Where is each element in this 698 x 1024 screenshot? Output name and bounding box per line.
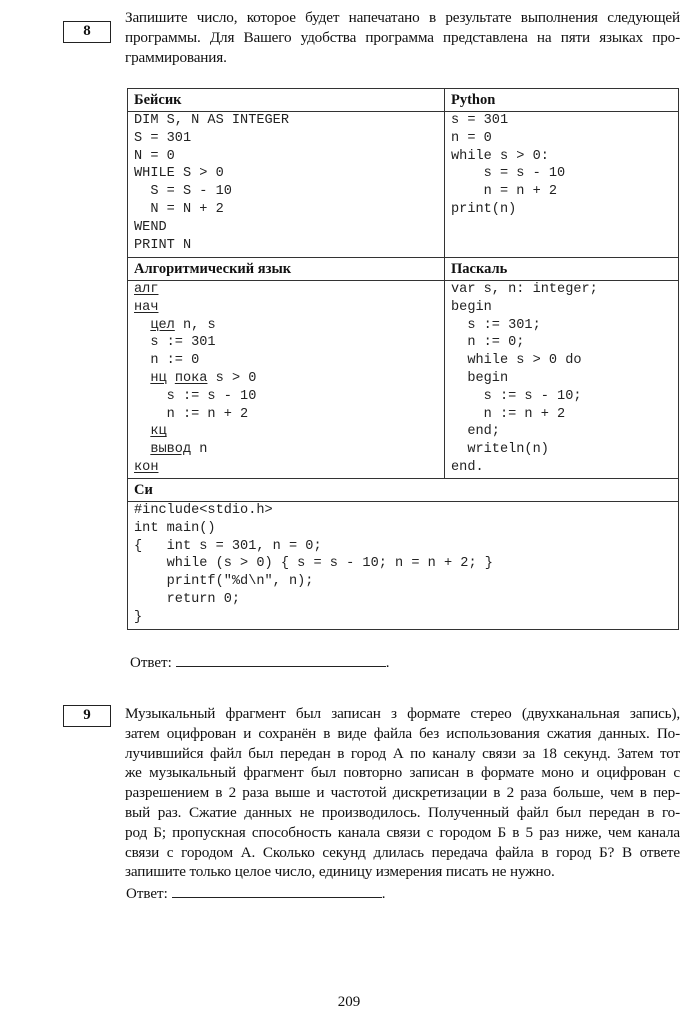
code-line: s := 301; bbox=[451, 317, 541, 333]
code-line bbox=[134, 459, 444, 477]
algorithmic-code bbox=[128, 281, 445, 479]
code-line: begin bbox=[451, 370, 509, 386]
task-number: 9 bbox=[83, 707, 91, 723]
answer-field[interactable] bbox=[176, 652, 386, 667]
task-statement bbox=[125, 704, 680, 882]
answer-row-task8: Ответ: . bbox=[130, 652, 390, 672]
task-statement bbox=[125, 8, 680, 67]
c-header: Си bbox=[128, 479, 679, 502]
code-line: while s > 0: bbox=[451, 148, 549, 164]
pascal-code bbox=[445, 281, 679, 479]
code-line: s = 301 bbox=[451, 113, 509, 128]
statement-line: программы. Для Вашего удобства программа представлена на пяти языках про- bbox=[125, 28, 680, 46]
basic-code bbox=[128, 112, 445, 258]
code-line: while s > 0 do bbox=[451, 353, 582, 369]
code-line: end; bbox=[451, 424, 500, 440]
code-line: цел n, s bbox=[150, 317, 216, 333]
code-line: WEND bbox=[134, 219, 167, 235]
code-line bbox=[134, 423, 444, 441]
statement-line: затем оцифрован и сохранён в виде файла без использования сжатия данных. По- bbox=[125, 724, 680, 742]
code-line: n := n + 2 bbox=[451, 406, 566, 422]
code-line: N = N + 2 bbox=[134, 201, 224, 217]
code-line: end. bbox=[451, 459, 484, 475]
answer-field[interactable] bbox=[172, 883, 382, 898]
code-line: вывод n bbox=[150, 442, 208, 458]
code-line: } bbox=[134, 609, 143, 625]
code-line: N = 0 bbox=[134, 148, 175, 164]
code-line: S = 301 bbox=[134, 130, 192, 146]
code-line: s := 301 bbox=[150, 335, 216, 351]
code-line: PRINT N bbox=[134, 237, 192, 253]
code-line: int main() bbox=[134, 520, 216, 536]
code-line: #include<stdio.h> bbox=[134, 503, 273, 518]
answer-row-task9: Ответ: . bbox=[126, 883, 386, 903]
code-line: n := 0; bbox=[451, 335, 525, 351]
code-line: n := n + 2 bbox=[166, 406, 249, 422]
keyword: кц bbox=[150, 424, 167, 440]
task-number-box bbox=[63, 21, 111, 43]
keyword: кон bbox=[134, 459, 159, 475]
code-line: begin bbox=[451, 299, 492, 315]
task-number: 8 bbox=[83, 23, 91, 39]
code-line bbox=[134, 281, 444, 299]
python-header: Python bbox=[445, 89, 679, 112]
code-line: нц пока s > 0 bbox=[150, 370, 257, 386]
basic-header: Бейсик bbox=[128, 89, 445, 112]
code-line: n := 0 bbox=[150, 353, 200, 369]
statement-line: запишите только целое число, единицу измерения писать не нужно. bbox=[125, 863, 555, 881]
keyword: пока bbox=[174, 370, 208, 386]
keyword: вывод bbox=[150, 442, 192, 458]
code-line: var s, n: integer; bbox=[451, 282, 598, 297]
task-number-box bbox=[63, 705, 111, 727]
keyword: нц bbox=[150, 370, 167, 386]
algorithmic-header: Алгоритмический язык bbox=[128, 258, 445, 281]
statement-line: связи с городом А. Сколько секунд длилась передача файла в город Б? В ответе bbox=[125, 843, 680, 861]
keyword: алг bbox=[134, 282, 159, 297]
code-line: s := s - 10; bbox=[451, 388, 582, 404]
statement-line: лучившийся файл был передан в город А по каналу связи за 18 секунд. Затем тот bbox=[125, 744, 680, 762]
keyword: цел bbox=[150, 317, 175, 333]
statement-line: разрешением в 2 раза выше и частотой дискретизации в 2 раза больше, чем в пер- bbox=[125, 784, 680, 802]
statement-line: Музыкальный фрагмент был записан з формате стерео (двухканальная запись), bbox=[125, 705, 680, 722]
code-line: s = s - 10 bbox=[451, 166, 566, 182]
statement-line: Запишите число, которое будет напечатано в результате выполнения следующей bbox=[125, 9, 680, 26]
code-line: while (s > 0) { s = s - 10; n = n + 2; } bbox=[134, 556, 493, 572]
program-table bbox=[127, 88, 679, 630]
statement-line: же музыкальный фрагмент был повторно записан в формате моно и оцифрован с bbox=[125, 764, 680, 782]
code-line: n = 0 bbox=[451, 130, 492, 146]
code-line: S = S - 10 bbox=[134, 184, 232, 200]
code-line bbox=[134, 299, 444, 317]
answer-label: Ответ: bbox=[126, 886, 168, 902]
statement-line: граммирования. bbox=[125, 48, 227, 66]
statement-line: род Б; пропускная способность канала связи с городом Б в 5 раз ниже, чем канала bbox=[125, 823, 680, 841]
code-line: print(n) bbox=[451, 201, 517, 217]
code-line: WHILE S > 0 bbox=[134, 166, 224, 182]
page-number: 209 bbox=[337, 994, 361, 1010]
code-line: writeln(n) bbox=[451, 442, 549, 458]
statement-line: вый раз. Сжатие данных не производилось. Полученный файл был передан в го- bbox=[125, 803, 680, 821]
code-line: s := s - 10 bbox=[166, 388, 257, 404]
pascal-header: Паскаль bbox=[445, 258, 679, 281]
answer-label: Ответ: bbox=[130, 655, 172, 671]
code-line: n = n + 2 bbox=[451, 184, 558, 200]
keyword: нач bbox=[134, 299, 159, 315]
python-code bbox=[445, 112, 679, 258]
code-line: { int s = 301, n = 0; bbox=[134, 538, 322, 554]
code-line: return 0; bbox=[134, 591, 241, 607]
code-line: DIM S, N AS INTEGER bbox=[134, 113, 289, 128]
c-code bbox=[128, 502, 679, 630]
code-line: printf("%d\n", n); bbox=[134, 574, 314, 590]
